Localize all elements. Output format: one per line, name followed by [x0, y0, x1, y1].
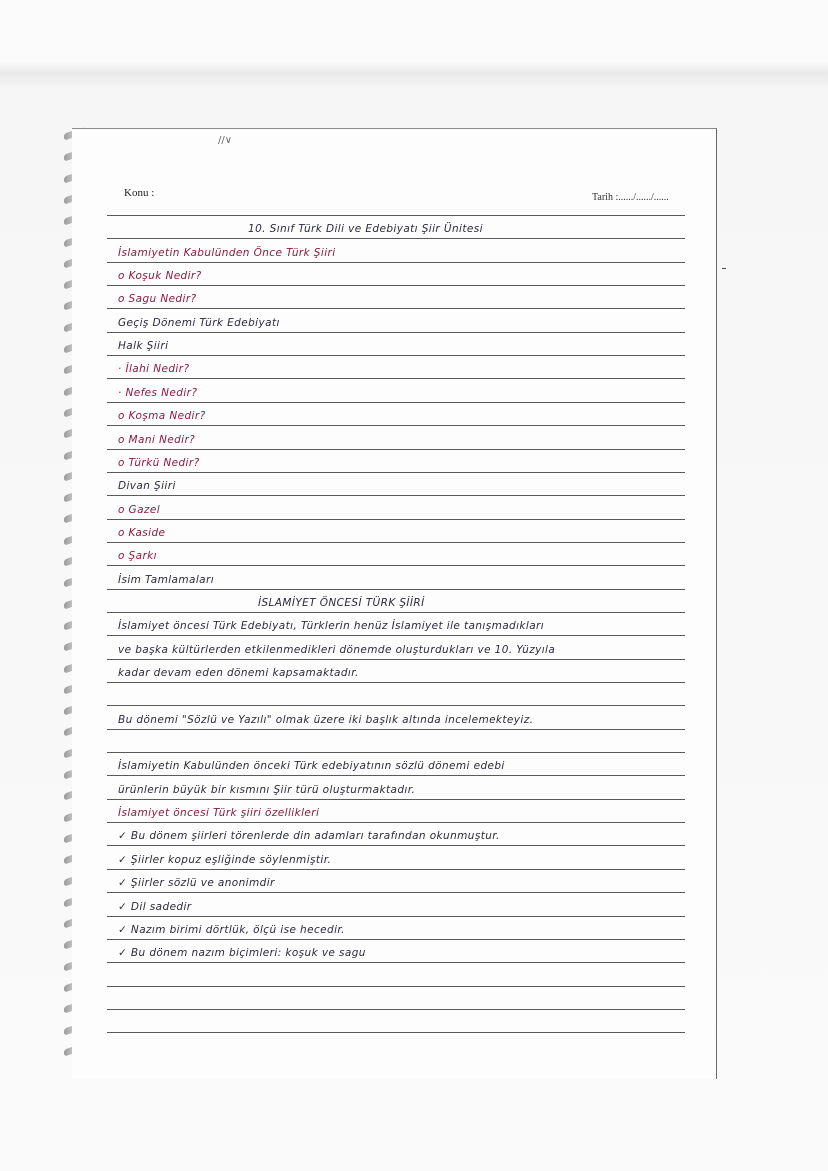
ruled-line — [107, 285, 685, 286]
note-line: İslamiyetin Kabulünden Önce Türk Şiiri — [118, 246, 336, 259]
note-line: İsim Tamlamaları — [118, 573, 215, 586]
konu-label: Konu : — [124, 187, 155, 199]
ruled-line — [107, 308, 685, 309]
note-line: · Nefes Nedir? — [118, 386, 198, 399]
note-line: o Gazel — [118, 503, 161, 516]
note-line: ✓ Bu dönem nazım biçimleri: koşuk ve sagu — [118, 947, 366, 960]
ruled-line — [107, 939, 685, 940]
note-line: o Koşma Nedir? — [118, 410, 206, 423]
ruled-line — [107, 425, 685, 426]
ruled-line — [107, 1009, 685, 1010]
note-line: · İlahi Nedir? — [118, 363, 190, 376]
ruled-line — [107, 612, 685, 613]
ruled-line — [107, 962, 685, 963]
note-line: o Sagu Nedir? — [118, 293, 197, 306]
ruled-line — [107, 238, 685, 239]
note-line: ✓ Şiirler sözlü ve anonimdir — [118, 877, 275, 890]
tarih-label: Tarih :....../....../...... — [592, 192, 669, 203]
note-line: İslamiyet öncesi Türk Edebiyatı, Türklerin henüz İslamiyet ile tanışmadıkları — [118, 620, 545, 633]
ruled-line — [107, 378, 685, 379]
note-line: İSLAMİYET ÖNCESİ TÜRK ŞİİRİ — [258, 596, 425, 609]
ruled-line — [107, 705, 685, 706]
ruled-line — [107, 402, 685, 403]
note-line: Halk Şiiri — [118, 340, 169, 353]
note-line: kadar devam eden dönemi kapsamaktadır. — [118, 667, 359, 679]
ruled-line — [107, 565, 685, 566]
page-mark: //∨ — [218, 135, 233, 146]
note-line: İslamiyetin Kabulünden önceki Türk edebiyatının sözlü dönemi edebi — [118, 760, 505, 773]
note-line: o Türkü Nedir? — [118, 456, 200, 469]
ruled-line — [107, 519, 685, 520]
note-line: ve başka kültürlerden etkilenmedikleri dönemde oluşturdukları ve 10. Yüzyıla — [118, 643, 556, 656]
ruled-line — [107, 845, 685, 846]
note-line: ✓ Dil sadedir — [118, 900, 192, 913]
note-line: o Mani Nedir? — [118, 433, 196, 446]
ruled-line — [107, 775, 685, 776]
ruled-line — [107, 752, 685, 753]
note-line: ürünlerin büyük bir kısmını Şiir türü oluşturmaktadır. — [118, 783, 416, 796]
ruled-line — [107, 332, 685, 333]
note-line: o Koşuk Nedir? — [118, 270, 202, 283]
ruled-line — [107, 1032, 685, 1033]
ruled-line — [107, 659, 685, 660]
note-line: 10. Sınıf Türk Dili ve Edebiyatı Şiir Ünitesi — [248, 223, 483, 236]
ruled-line — [107, 729, 685, 730]
ruled-line — [107, 799, 685, 800]
ruled-line — [107, 916, 685, 917]
ruled-line — [107, 449, 685, 450]
ruled-line — [107, 892, 685, 893]
ruled-line — [107, 682, 685, 683]
ruled-line — [107, 869, 685, 870]
note-line: o Şarkı — [118, 550, 157, 563]
ruled-line — [107, 355, 685, 356]
note-line: ✓ Şiirler kopuz eşliğinde söylenmiştir. — [118, 853, 332, 866]
ruled-line — [107, 495, 685, 496]
note-line: ✓ Nazım birimi dörtlük, ölçü ise hecedir. — [118, 923, 345, 936]
ruled-line — [107, 472, 685, 473]
note-line: Bu dönemi "Sözlü ve Yazılı" olmak üzere iki başlık altında incelemekteyiz. — [118, 713, 534, 726]
ruled-line — [107, 635, 685, 636]
ruled-line — [107, 822, 685, 823]
note-line: o Kaside — [118, 526, 166, 539]
ruled-line — [107, 215, 685, 216]
ruled-line — [107, 542, 685, 543]
ruled-line — [107, 262, 685, 263]
stray-mark — [722, 268, 726, 269]
note-line: ✓ Bu dönem şiirleri törenlerde din adamları tarafından okunmuştur. — [118, 830, 500, 843]
note-line: İslamiyet öncesi Türk şiiri özellikleri — [118, 807, 320, 820]
ruled-line — [107, 986, 685, 987]
note-line: Geçiş Dönemi Türk Edebiyatı — [118, 316, 280, 329]
note-line: Divan Şiiri — [118, 480, 176, 493]
ruled-line — [107, 589, 685, 590]
